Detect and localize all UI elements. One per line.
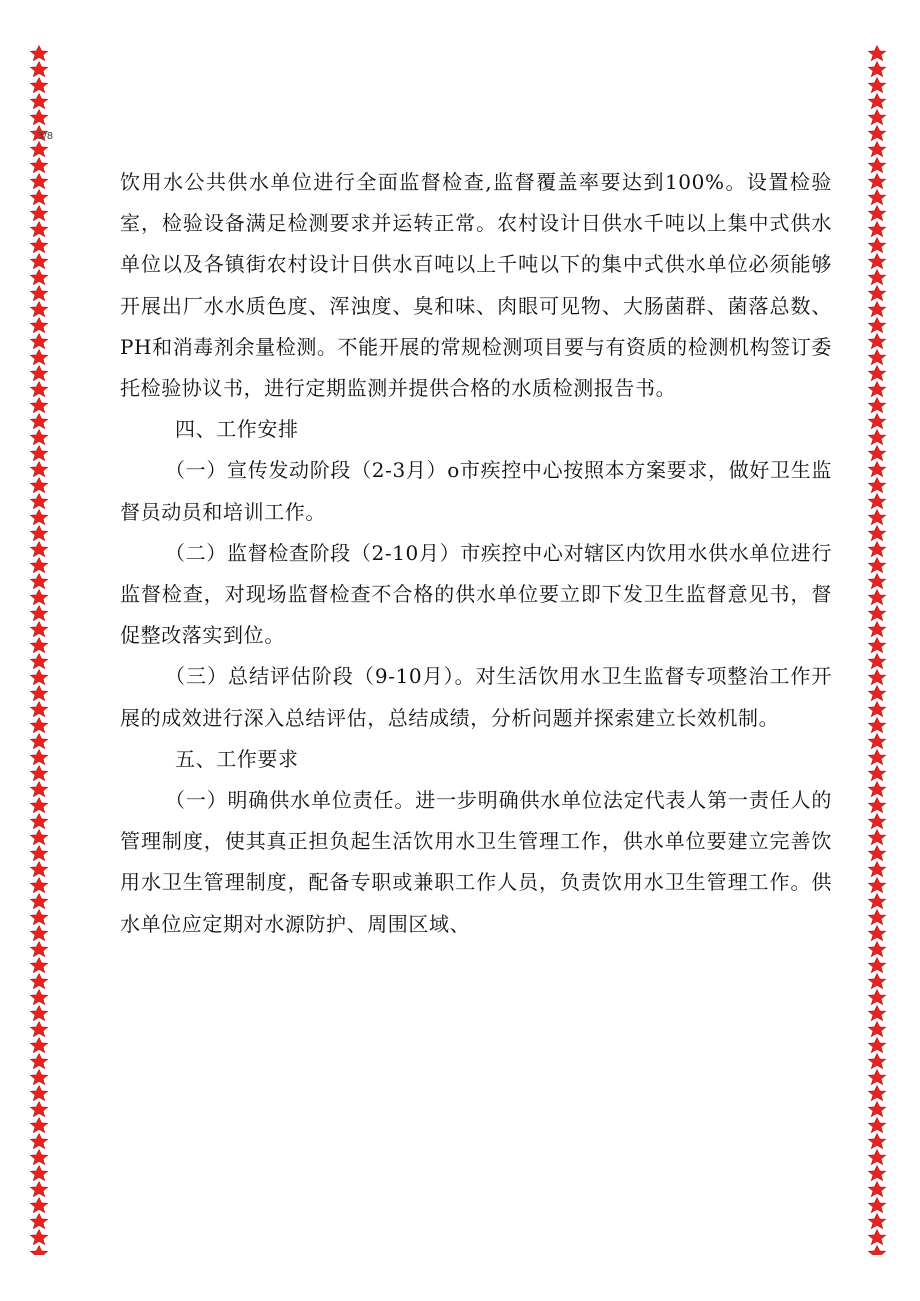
left-star-border — [28, 45, 50, 1255]
paragraph-inspection-stage: （二）监督检查阶段（2-10月）市疾控中心对辖区内饮用水供水单位进行监督检查，对现场监督检查不合格的供水单位要立即下发卫生监督意见书，督促整改落实到位。 — [120, 540, 832, 648]
document-body — [120, 162, 832, 945]
page-number-mark: 3/8 — [37, 131, 54, 142]
section-heading-work-arrangement: 四、工作安排 — [175, 417, 299, 442]
section-heading-work-requirements: 五、工作要求 — [175, 746, 299, 771]
paragraph-supplier-responsibility: （一）明确供水单位责任。进一步明确供水单位法定代表人第一责任人的管理制度，使其真正担负起生活饮用水卫生管理工作，供水单位要建立完善饮用水卫生管理制度，配备专职或兼职工作人员，负责饮用水卫生管理工作。供水单位应定期对水源防护、周围区域、 — [120, 788, 832, 936]
paragraph-inspection-continued: 饮用水公共供水单位进行全面监督检查,监督覆盖率要达到100%。设置检验室，检验设备满足检测要求并运转正常。农村设计日供水千吨以上集中式供水单位以及各镇街农村设计日供水百吨以上千吨以下的集中式供水单位必须能够开展出厂水水质色度、浑浊度、臭和味、肉眼可见物、大肠菌群、菌落总数、PH和消毒剂余量检测。不能开展的常规检测项目要与有资质的检测机构签订委托检验协议书，进行定期监测并提供合格的水质检测报告书。 — [120, 170, 832, 401]
right-star-border — [866, 45, 888, 1255]
paragraph-evaluation-stage: （三）总结评估阶段（9-10月）。对生活饮用水卫生监督专项整治工作开展的成效进行深入总结评估，总结成绩，分析问题并探索建立长效机制。 — [120, 664, 832, 730]
paragraph-publicity-stage: （一）宣传发动阶段（2-3月）o市疾控中心按照本方案要求，做好卫生监督员动员和培训工作。 — [120, 458, 832, 524]
